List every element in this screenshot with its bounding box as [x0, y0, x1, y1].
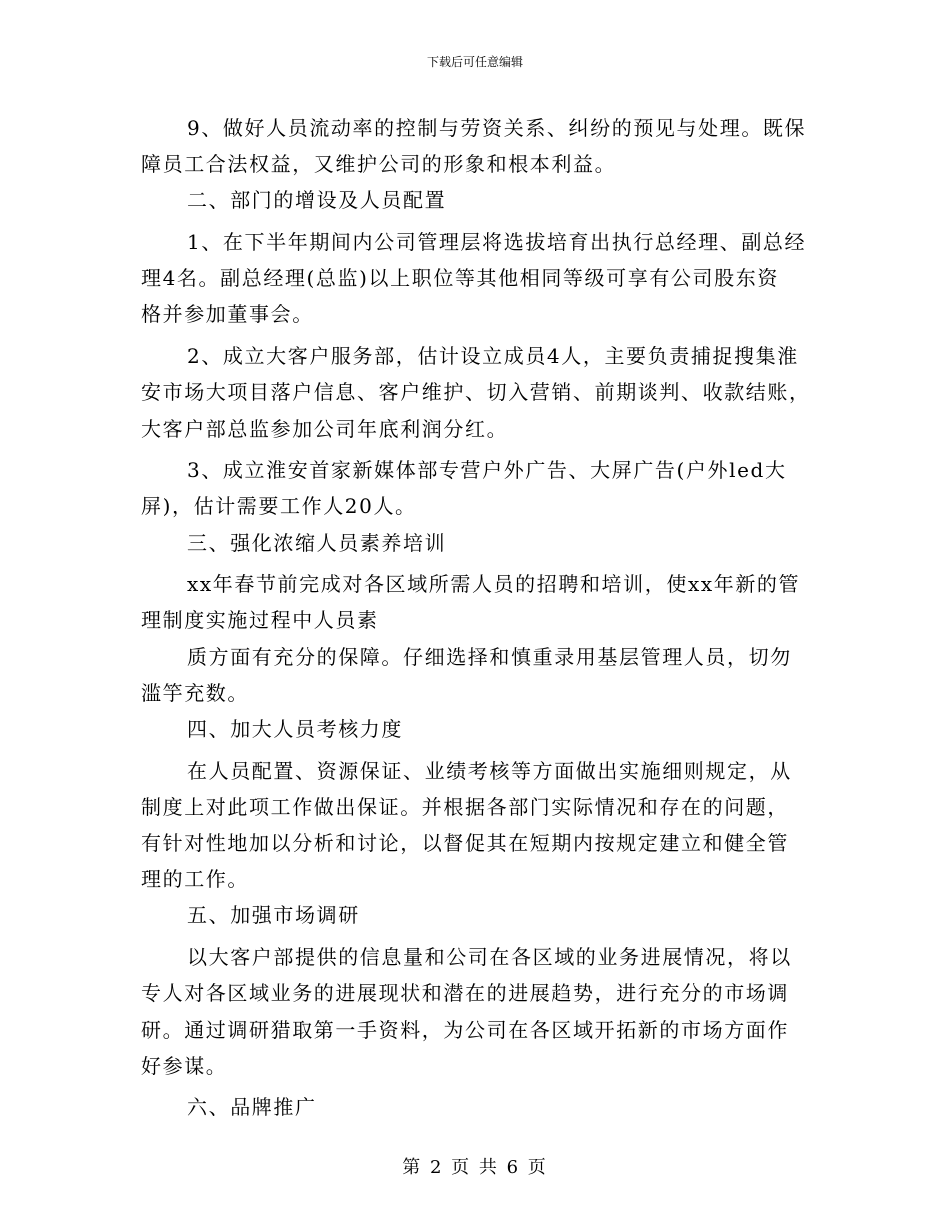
text-line: 滥竽充数。 [141, 680, 249, 705]
text-line: 理4名。副总经理(总监)以上职位等其他相同等级可享有公司股东资 [141, 266, 779, 291]
text-line: 理的工作。 [141, 867, 249, 892]
text-line: 二、部门的增设及人员配置 [187, 188, 447, 213]
text-line: 在人员配置、资源保证、业绩考核等方面做出实施细则规定，从 [187, 758, 792, 783]
text-line: 好参谋。 [141, 1053, 228, 1078]
page-footer: 第 2 页 共 6 页 [402, 1157, 548, 1178]
text-line: 9、做好人员流动率的控制与劳资关系、纠纷的预见与处理。既保 [187, 116, 807, 140]
text-line: 质方面有充分的保障。仔细选择和慎重录用基层管理人员，切勿 [187, 644, 792, 669]
text-line: 障员工合法权益，又维护公司的形象和根本利益。 [141, 152, 617, 177]
text-line: 大客户部总监参加公司年底利润分红。 [141, 416, 509, 441]
text-line: 三、强化浓缩人员素养培训 [187, 530, 447, 555]
text-line: xx年春节前完成对各区域所需人员的招聘和培训，使xx年新的管 [187, 572, 801, 597]
text-line: 2、成立大客户服务部，估计设立成员4人，主要负责捕捉搜集淮 [187, 344, 799, 369]
text-line: 3、成立淮安首家新媒体部专营户外广告、大屏广告(户外led大 [187, 458, 787, 483]
text-line: 研。通过调研猎取第一手资料，为公司在各区域开拓新的市场方面作 [141, 1017, 789, 1042]
text-line: 1、在下半年期间内公司管理层将选拔培育出执行总经理、副总经 [187, 230, 807, 255]
text-line: 理制度实施过程中人员素 [141, 608, 379, 633]
page-header: 下载后可任意编辑 [426, 55, 523, 69]
text-line: 五、加强市场调研 [187, 903, 360, 928]
text-line: 格并参加董事会。 [141, 302, 314, 327]
text-line: 以大客户部提供的信息量和公司在各区域的业务进展情况，将以 [187, 945, 792, 970]
text-line: 制度上对此项工作做出保证。并根据各部门实际情况和存在的问题， [141, 794, 789, 819]
text-line: 六、品牌推广 [187, 1095, 317, 1120]
document-body [141, 110, 811, 1126]
text-line: 有针对性地加以分析和讨论，以督促其在短期内按规定建立和健全管 [141, 831, 789, 856]
text-line: 四、加大人员考核力度 [187, 717, 403, 741]
text-line: 安市场大项目落户信息、客户维护、切入营销、前期谈判、收款结账， [141, 380, 811, 405]
text-line: 屏)，估计需要工作人20人。 [141, 494, 417, 519]
text-line: 专人对各区域业务的进展现状和潜在的进展趋势，进行充分的市场调 [141, 981, 789, 1006]
